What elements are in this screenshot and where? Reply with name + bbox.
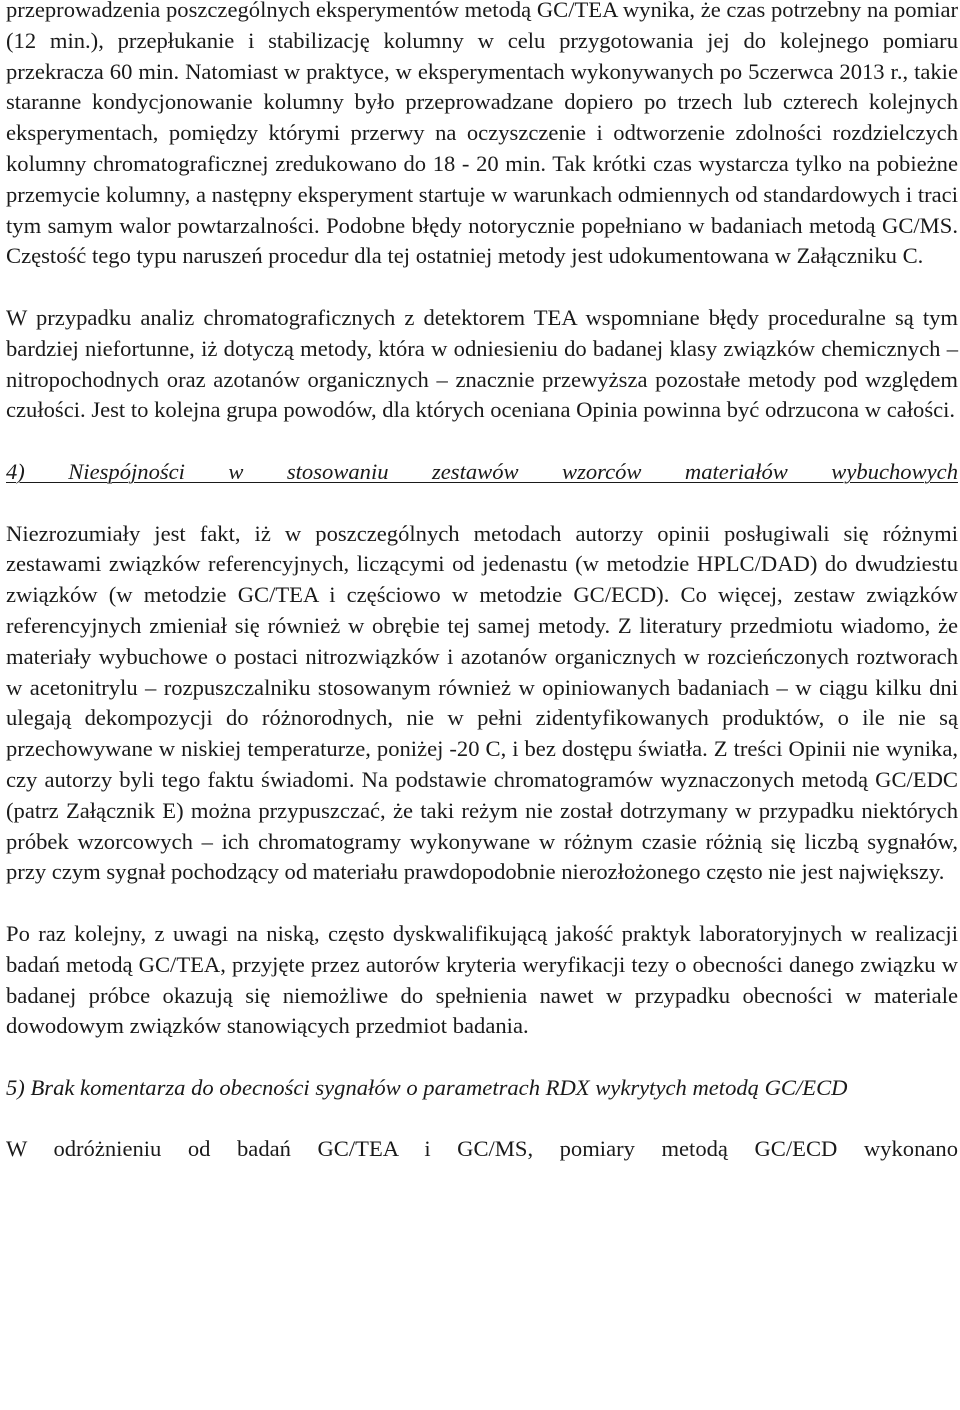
paragraph-gap	[6, 888, 958, 919]
paragraph-procedural-errors: W przypadku analiz chromatograficznych z detektorem TEA wspomniane błędy proceduralne są tym bardziej niefortunne, iż dotyczą metody, która w odniesieniu do badanej klasy związków chemicznych – nitropochodnych oraz azotanów organicznych – znacznie przewyższa pozostałe metody pod względem czułości. Jest to kolejna grupa powodów, dla których oceniana Opinia powinna być odrzucona w całości.	[6, 304, 958, 423]
paragraph-gc-ecd-start: W odróżnieniu od badań GC/TEA i GC/MS, pomiary metodą GC/ECD wykonano	[6, 1136, 958, 1162]
paragraph-reference-sets: Niezrozumiały jest fakt, iż w poszczególnych metodach autorzy opinii posługiwali się różnymi zestawami związków referencyjnych, liczącymi od jedenastu (w metodzie HPLC/DAD) do dwudziestu związków (w metodzie GC/TEA i częściowo w metodzie GC/ECD). Co więcej, zestaw związków referencyjnych zmieniał się również w obrębie tej samej metody. Z literatury przedmiotu wiadomo, że materiały wybuchowe o postaci nitrozwiązków i azotanów organicznych w rozcieńczonych roztworach w acetonitrylu – rozpuszczalniku stosowanym również w opiniowanych badaniach – w ciągu kilku dni ulegają dekompozycji do różnorodnych, nie w pełni zidentyfikowanych produktów, o ile nie są przechowywane w niskiej temperaturze, poniżej -20 C, i bez dostępu światła. Z treści Opinii nie wynika, czy autorzy byli tego faktu świadomi. Na podstawie chromatogramów wyznaczonych metodą GC/EDC (patrz Załącznik E) można przypuszczać, że taki reżym nie został dotrzymany w przypadku niektórych próbek wzorcowych – ich chromatogramy wykonywane w różnym czasie różnią się liczbą sygnałów, przy czym sygnał pochodzący od materiału prawdopodobnie nierozłożonego często nie jest największy.	[6, 520, 958, 885]
paragraph-gap	[6, 426, 958, 457]
section-heading-5: 5) Brak komentarza do obecności sygnałów o parametrach RDX wykrytych metodą GC/ECD	[6, 1074, 848, 1100]
paragraph-lab-practices: Po raz kolejny, z uwagi na niską, często dyskwalifikującą jakość praktyk laboratoryjnych w realizacji badań metodą GC/TEA, przyjęte przez autorów kryteria weryfikacji tezy o obecności danego związku w badanej próbce okazują się niemożliwe do spełnienia nawet w przypadku obecności w materiale dowodowym związków stanowiących przedmiot badania.	[6, 920, 958, 1039]
paragraph-gap	[6, 272, 958, 303]
paragraph-gc-tea-procedure: przeprowadzenia poszczególnych eksperymentów metodą GC/TEA wynika, że czas potrzebny na pomiar (12 min.), przepłukanie i stabilizację kolumny w celu przygotowania jej do kolejnego pomiaru przekracza 60 min. Natomiast w praktyce, w eksperymentach wykonywanych po 5czerwca 2013 r., takie staranne kondycjonowanie kolumny było przeprowadzane dopiero po trzech lub czterech kolejnych eksperymentach, pomiędzy którymi przerwy na oczyszczenie i odtworzenie zdolności rozdzielczych kolumny chromatograficznej zredukowano do 18 - 20 min. Tak krótki czas wystarcza tylko na pobieżne przemycie kolumny, a następny eksperyment startuje w warunkach odmiennych od standardowych i traci tym samym walor powtarzalności. Podobne błędy notorycznie popełniano w badaniach metodą GC/MS. Częstość tego typu naruszeń procedur dla tej ostatniej metody jest udokumentowana w Załączniku C.	[6, 0, 958, 269]
section-heading-4-text: 4) Niespójności w stosowaniu zestawów wzorców materiałów wybuchowych	[6, 458, 958, 484]
document-page	[6, 0, 958, 1165]
paragraph-gap	[6, 1104, 958, 1135]
paragraph-gap	[6, 488, 958, 519]
paragraph-gap	[6, 1042, 958, 1073]
section-heading-4	[6, 457, 958, 488]
